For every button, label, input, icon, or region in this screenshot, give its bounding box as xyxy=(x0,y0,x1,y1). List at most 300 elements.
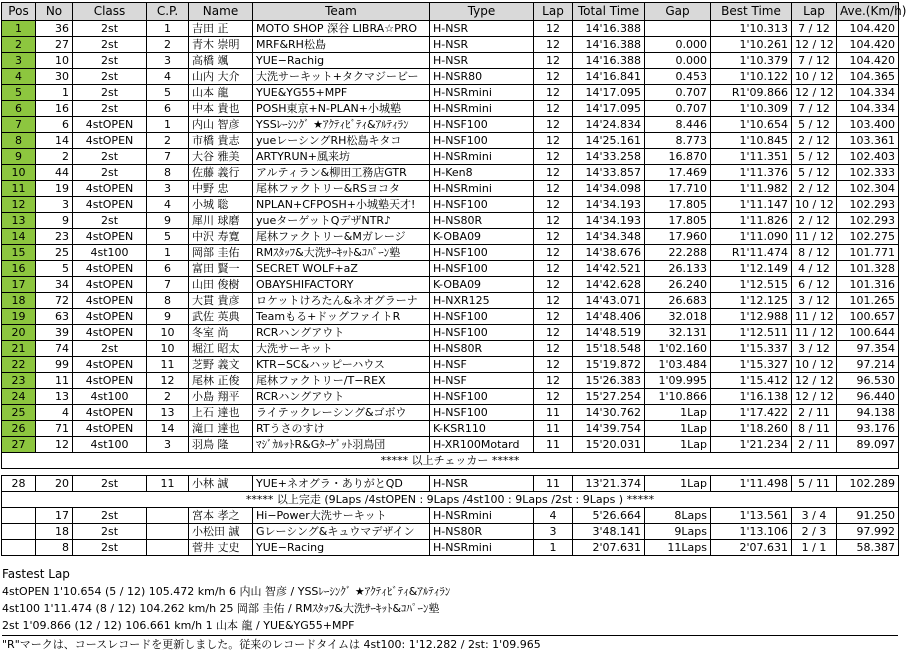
cell-pos: 5 xyxy=(2,85,36,101)
cell-best-lap: 10 / 12 xyxy=(792,69,837,85)
cell-team: Teamもる+ドッグファイトR xyxy=(253,309,430,325)
table-row xyxy=(2,389,899,405)
cell-no: 71 xyxy=(36,421,73,437)
cell-best-lap: 2 / 11 xyxy=(792,437,837,453)
cell-no: 17 xyxy=(36,508,73,524)
cell-best-time: 2'07.631 xyxy=(711,540,792,556)
cell-no: 11 xyxy=(36,373,73,389)
cell-name: 小松田 誠 xyxy=(189,524,253,540)
cell-team: アルティラン&柳田工務店GTR xyxy=(253,165,430,181)
cell-best-time: 1'13.106 xyxy=(711,524,792,540)
cell-total-time: 14'16.388 xyxy=(573,21,645,37)
col-lap: Lap xyxy=(534,3,573,21)
cell-gap: 0.000 xyxy=(645,53,711,69)
cell-pos: 9 xyxy=(2,149,36,165)
cell-lap: 12 xyxy=(534,229,573,245)
col-name: Name xyxy=(189,3,253,21)
cell-total-time: 14'30.762 xyxy=(573,405,645,421)
cell-best-time: 1'21.234 xyxy=(711,437,792,453)
cell-best-time: 1'10.122 xyxy=(711,69,792,85)
cell-pos xyxy=(2,540,36,556)
cell-total-time: 14'34.193 xyxy=(573,213,645,229)
cell-no: 20 xyxy=(36,476,73,492)
cell-pos: 20 xyxy=(2,325,36,341)
cell-best-lap: 10 / 12 xyxy=(792,357,837,373)
row-spacer-cell xyxy=(2,469,899,476)
cell-pos xyxy=(2,524,36,540)
table-row xyxy=(2,309,899,325)
checker-note-row xyxy=(2,453,899,469)
cell-cp: 10 xyxy=(147,341,189,357)
table-row xyxy=(2,37,899,53)
cell-class: 4st100 xyxy=(73,245,147,261)
table-row xyxy=(2,181,899,197)
cell-total-time: 14'16.388 xyxy=(573,37,645,53)
cell-total-time: 14'42.521 xyxy=(573,261,645,277)
cell-team: RCRハングアウト xyxy=(253,325,430,341)
col-gap: Gap xyxy=(645,3,711,21)
cell-team: POSH東京+N-PLAN+小城塾 xyxy=(253,101,430,117)
cell-best-time: 1'10.313 xyxy=(711,21,792,37)
cell-average-speed: 102.293 xyxy=(837,213,899,229)
cell-name: 中沢 寿寛 xyxy=(189,229,253,245)
cell-total-time: 14'48.519 xyxy=(573,325,645,341)
cell-no: 72 xyxy=(36,293,73,309)
fastest-lap-4stopen: 4stOPEN 1'10.654 (5 / 12) 105.472 km/h 6 内山 智彦 / YSSﾚｰｼﾝｸﾞ ★ｱｸﾃｨﾋﾞﾃｨ&ｱﾙﾃｨﾗﾝ xyxy=(2,585,451,598)
col-pos: Pos xyxy=(2,3,36,21)
cell-team: 尾林ファクトリー&Mガレージ xyxy=(253,229,430,245)
cell-no: 74 xyxy=(36,341,73,357)
cell-total-time: 14'33.857 xyxy=(573,165,645,181)
cell-best-time: 1'11.090 xyxy=(711,229,792,245)
cell-gap: 8.773 xyxy=(645,133,711,149)
cell-no: 39 xyxy=(36,325,73,341)
cell-lap: 11 xyxy=(534,405,573,421)
cell-best-lap: 7 / 12 xyxy=(792,101,837,117)
cell-cp: 11 xyxy=(147,357,189,373)
table-row xyxy=(2,476,899,492)
cell-lap: 12 xyxy=(534,357,573,373)
cell-best-lap: 11 / 12 xyxy=(792,229,837,245)
col-class: Class xyxy=(73,3,147,21)
fastest-lap-4st100: 4st100 1'11.474 (8 / 12) 104.262 km/h 25 岡部 圭佑 / RMｽﾀｯﾌ&大洗ｻｰｷｯﾄ&ｺﾊﾟｰﾝ塾 xyxy=(2,602,440,615)
table-row xyxy=(2,261,899,277)
cell-best-lap: 5 / 12 xyxy=(792,149,837,165)
cell-name: 小林 誠 xyxy=(189,476,253,492)
cell-cp: 7 xyxy=(147,149,189,165)
cell-type: H-NSF100 xyxy=(430,245,534,261)
cell-best-lap: 1 / 1 xyxy=(792,540,837,556)
table-row xyxy=(2,373,899,389)
cell-lap: 12 xyxy=(534,197,573,213)
cell-gap: 11Laps xyxy=(645,540,711,556)
table-row xyxy=(2,540,899,556)
cell-team: ﾏｼﾞｶﾙｯﾄR&Gﾀｰｹﾞｯﾄ羽鳥団 xyxy=(253,437,430,453)
cell-cp: 4 xyxy=(147,197,189,213)
cell-average-speed: 104.420 xyxy=(837,37,899,53)
cell-gap: 1Lap xyxy=(645,437,711,453)
cell-name: 小島 翔平 xyxy=(189,389,253,405)
cell-lap: 12 xyxy=(534,325,573,341)
cell-team: NPLAN+CFPOSH+小城塾天才! xyxy=(253,197,430,213)
cell-average-speed: 102.403 xyxy=(837,149,899,165)
cell-type: H-NSF100 xyxy=(430,261,534,277)
cell-name: 小城 聡 xyxy=(189,197,253,213)
cell-class: 4st100 xyxy=(73,437,147,453)
cell-average-speed: 97.354 xyxy=(837,341,899,357)
cell-class: 4stOPEN xyxy=(73,229,147,245)
cell-class: 4stOPEN xyxy=(73,293,147,309)
table-row xyxy=(2,421,899,437)
cell-type: H-NSRmini xyxy=(430,149,534,165)
cell-total-time: 14'43.071 xyxy=(573,293,645,309)
cell-name: 芝野 義文 xyxy=(189,357,253,373)
cell-lap: 12 xyxy=(534,373,573,389)
cell-average-speed: 103.361 xyxy=(837,133,899,149)
cell-name: 中野 忠 xyxy=(189,181,253,197)
cell-best-time: 1'18.260 xyxy=(711,421,792,437)
cell-best-time: 1'10.654 xyxy=(711,117,792,133)
cell-type: H-NXR125 xyxy=(430,293,534,309)
cell-gap: 26.683 xyxy=(645,293,711,309)
cell-class: 2st xyxy=(73,101,147,117)
cell-total-time: 14'17.095 xyxy=(573,101,645,117)
cell-cp: 8 xyxy=(147,165,189,181)
cell-cp: 3 xyxy=(147,181,189,197)
cell-best-lap: 2 / 12 xyxy=(792,213,837,229)
cell-name: 武佐 英典 xyxy=(189,309,253,325)
cell-total-time: 5'26.664 xyxy=(573,508,645,524)
col-type: Type xyxy=(430,3,534,21)
cell-best-time: 1'10.845 xyxy=(711,133,792,149)
cell-gap: 1Lap xyxy=(645,405,711,421)
cell-pos: 13 xyxy=(2,213,36,229)
cell-team: ARTYRUN+風来坊 xyxy=(253,149,430,165)
cell-average-speed: 91.250 xyxy=(837,508,899,524)
cell-name: 青木 崇明 xyxy=(189,37,253,53)
table-row xyxy=(2,165,899,181)
cell-average-speed: 89.097 xyxy=(837,437,899,453)
cell-class: 4stOPEN xyxy=(73,261,147,277)
col-average-speed: Ave.(Km/h) xyxy=(837,3,899,21)
cell-type: H-XR100Motard xyxy=(430,437,534,453)
table-row xyxy=(2,197,899,213)
cell-name: 尾林 正俊 xyxy=(189,373,253,389)
cell-average-speed: 97.992 xyxy=(837,524,899,540)
cell-best-time: R1'11.474 xyxy=(711,245,792,261)
cell-class: 2st xyxy=(73,149,147,165)
col-total-time: Total Time xyxy=(573,3,645,21)
cell-pos: 14 xyxy=(2,229,36,245)
cell-average-speed: 94.138 xyxy=(837,405,899,421)
cell-best-lap: 12 / 12 xyxy=(792,373,837,389)
cell-pos: 24 xyxy=(2,389,36,405)
cell-cp: 2 xyxy=(147,37,189,53)
cell-class: 4st100 xyxy=(73,389,147,405)
cell-best-time: 1'12.511 xyxy=(711,325,792,341)
cell-lap: 12 xyxy=(534,293,573,309)
table-row xyxy=(2,85,899,101)
cell-gap: 1Lap xyxy=(645,421,711,437)
cell-total-time: 14'33.258 xyxy=(573,149,645,165)
cell-gap: 1'03.484 xyxy=(645,357,711,373)
cell-type: H-NS80R xyxy=(430,524,534,540)
cell-average-speed: 101.771 xyxy=(837,245,899,261)
cell-cp: 2 xyxy=(147,389,189,405)
cell-total-time: 14'24.834 xyxy=(573,117,645,133)
cell-name: 堀江 昭太 xyxy=(189,341,253,357)
cell-team: RTうさのすけ xyxy=(253,421,430,437)
cell-pos: 19 xyxy=(2,309,36,325)
cell-class: 2st xyxy=(73,85,147,101)
fastest-lap-2st: 2st 1'09.866 (12 / 12) 106.661 km/h 1 山本 龍 / YUE&YG55+MPF xyxy=(2,619,355,632)
cell-class: 2st xyxy=(73,476,147,492)
table-row xyxy=(2,341,899,357)
table-row xyxy=(2,293,899,309)
cell-cp: 11 xyxy=(147,476,189,492)
cell-type: H-NSR xyxy=(430,21,534,37)
cell-best-lap: 6 / 12 xyxy=(792,277,837,293)
cell-average-speed: 104.420 xyxy=(837,53,899,69)
cell-best-time: 1'17.422 xyxy=(711,405,792,421)
cell-type: H-NSRmini xyxy=(430,508,534,524)
cell-team: yueターゲットQデザNTR♪ xyxy=(253,213,430,229)
cell-team: YUE&YG55+MPF xyxy=(253,85,430,101)
cell-best-time: 1'11.351 xyxy=(711,149,792,165)
cell-best-lap: 2 / 3 xyxy=(792,524,837,540)
cell-average-speed: 101.316 xyxy=(837,277,899,293)
cell-name: 山田 俊樹 xyxy=(189,277,253,293)
cell-pos: 18 xyxy=(2,293,36,309)
fastest-lap-title: Fastest Lap xyxy=(2,567,70,581)
cell-gap: 17.469 xyxy=(645,165,711,181)
cell-lap: 12 xyxy=(534,101,573,117)
cell-class: 2st xyxy=(73,21,147,37)
cell-team: MRF&RH松島 xyxy=(253,37,430,53)
cell-cp: 5 xyxy=(147,229,189,245)
cell-no: 99 xyxy=(36,357,73,373)
cell-average-speed: 101.328 xyxy=(837,261,899,277)
cell-average-speed: 102.275 xyxy=(837,229,899,245)
cell-lap: 12 xyxy=(534,213,573,229)
cell-no: 27 xyxy=(36,37,73,53)
cell-total-time: 14'25.161 xyxy=(573,133,645,149)
cell-total-time: 15'18.548 xyxy=(573,341,645,357)
cell-no: 4 xyxy=(36,405,73,421)
cell-best-lap: 3 / 12 xyxy=(792,341,837,357)
cell-total-time: 3'48.141 xyxy=(573,524,645,540)
cell-best-time: R1'09.866 xyxy=(711,85,792,101)
cell-team: 大洗サーキット+タクマジービー xyxy=(253,69,430,85)
table-row xyxy=(2,524,899,540)
cell-name: 佐藤 義行 xyxy=(189,165,253,181)
cell-cp: 14 xyxy=(147,421,189,437)
cell-type: H-NSF100 xyxy=(430,117,534,133)
cell-average-speed: 102.304 xyxy=(837,181,899,197)
cell-no: 5 xyxy=(36,261,73,277)
cell-total-time: 14'34.193 xyxy=(573,197,645,213)
cell-best-time: 1'12.988 xyxy=(711,309,792,325)
cell-no: 23 xyxy=(36,229,73,245)
cell-pos: 21 xyxy=(2,341,36,357)
cell-total-time: 15'27.254 xyxy=(573,389,645,405)
cell-type: H-NSRmini xyxy=(430,85,534,101)
cell-pos: 17 xyxy=(2,277,36,293)
cell-type: H-NS80R xyxy=(430,341,534,357)
cell-lap: 12 xyxy=(534,149,573,165)
cell-type: H-NSR xyxy=(430,37,534,53)
cell-gap: 17.805 xyxy=(645,197,711,213)
cell-team: Hi−Power大洗サーキット xyxy=(253,508,430,524)
cell-best-lap: 2 / 12 xyxy=(792,133,837,149)
cell-type: H-NSF100 xyxy=(430,197,534,213)
cell-no: 16 xyxy=(36,101,73,117)
table-row xyxy=(2,133,899,149)
cell-best-time: 1'10.379 xyxy=(711,53,792,69)
cell-class: 2st xyxy=(73,53,147,69)
cell-type: H-NSF xyxy=(430,357,534,373)
cell-class: 2st xyxy=(73,213,147,229)
cell-no: 1 xyxy=(36,85,73,101)
cell-class: 2st xyxy=(73,341,147,357)
cell-cp: 3 xyxy=(147,437,189,453)
cell-gap: 17.710 xyxy=(645,181,711,197)
cell-gap: 17.960 xyxy=(645,229,711,245)
cell-class: 2st xyxy=(73,165,147,181)
cell-name: 山内 大介 xyxy=(189,69,253,85)
cell-best-lap: 8 / 12 xyxy=(792,245,837,261)
cell-type: H-NSRmini xyxy=(430,101,534,117)
cell-average-speed: 102.293 xyxy=(837,197,899,213)
cell-gap xyxy=(645,21,711,37)
col-cp: C.P. xyxy=(147,3,189,21)
cell-lap: 12 xyxy=(534,37,573,53)
cell-lap: 12 xyxy=(534,69,573,85)
cell-lap: 12 xyxy=(534,53,573,69)
cell-type: H-NSF100 xyxy=(430,389,534,405)
cell-cp: 1 xyxy=(147,117,189,133)
cell-total-time: 14'34.348 xyxy=(573,229,645,245)
cell-gap: 9Laps xyxy=(645,524,711,540)
cell-gap: 17.805 xyxy=(645,213,711,229)
cell-best-time: 1'16.138 xyxy=(711,389,792,405)
cell-pos: 10 xyxy=(2,165,36,181)
cell-name: 内山 智彦 xyxy=(189,117,253,133)
cell-type: H-NSF100 xyxy=(430,325,534,341)
cell-average-speed: 93.176 xyxy=(837,421,899,437)
cell-best-time: 1'11.147 xyxy=(711,197,792,213)
record-note: "R"マークは、コースレコードを更新しました。従来のレコードタイムは 4st100: 1'12.282 / 2st: 1'09.965 xyxy=(2,635,898,653)
cell-class: 2st xyxy=(73,540,147,556)
cell-type: H-NSF xyxy=(430,373,534,389)
table-row xyxy=(2,508,899,524)
cell-name: 滝口 達也 xyxy=(189,421,253,437)
cell-cp xyxy=(147,508,189,524)
cell-no: 9 xyxy=(36,213,73,229)
cell-team: KTR−SC&ハッピーハウス xyxy=(253,357,430,373)
cell-lap: 12 xyxy=(534,389,573,405)
cell-pos: 26 xyxy=(2,421,36,437)
cell-cp: 1 xyxy=(147,21,189,37)
cell-best-time: 1'11.498 xyxy=(711,476,792,492)
cell-average-speed: 100.644 xyxy=(837,325,899,341)
cell-lap: 11 xyxy=(534,476,573,492)
cell-total-time: 15'20.031 xyxy=(573,437,645,453)
cell-name: 羽鳥 隆 xyxy=(189,437,253,453)
cell-name: 大谷 雅美 xyxy=(189,149,253,165)
cell-no: 18 xyxy=(36,524,73,540)
cell-best-time: 1'12.515 xyxy=(711,277,792,293)
cell-name: 宮本 孝之 xyxy=(189,508,253,524)
cell-total-time: 14'16.841 xyxy=(573,69,645,85)
cell-lap: 12 xyxy=(534,117,573,133)
cell-team: ロケットけろたん&ネオグラーナ xyxy=(253,293,430,309)
cell-best-time: 1'15.337 xyxy=(711,341,792,357)
cell-best-lap: 2 / 11 xyxy=(792,405,837,421)
table-row xyxy=(2,325,899,341)
table-row xyxy=(2,437,899,453)
table-row xyxy=(2,21,899,37)
cell-team: yueレーシングRH松島キタコ xyxy=(253,133,430,149)
cell-average-speed: 58.387 xyxy=(837,540,899,556)
cell-no: 30 xyxy=(36,69,73,85)
cell-lap: 12 xyxy=(534,181,573,197)
cell-name: 上石 達也 xyxy=(189,405,253,421)
cell-pos: 25 xyxy=(2,405,36,421)
cell-type: H-NSR80 xyxy=(430,69,534,85)
cell-class: 4stOPEN xyxy=(73,309,147,325)
cell-name: 冬室 尚 xyxy=(189,325,253,341)
cell-total-time: 14'17.095 xyxy=(573,85,645,101)
cell-average-speed: 104.420 xyxy=(837,21,899,37)
cell-average-speed: 96.440 xyxy=(837,389,899,405)
cell-gap: 8Laps xyxy=(645,508,711,524)
cell-gap: 1'10.866 xyxy=(645,389,711,405)
cell-gap: 26.240 xyxy=(645,277,711,293)
cell-best-lap: 7 / 12 xyxy=(792,21,837,37)
cell-pos: 16 xyxy=(2,261,36,277)
table-row xyxy=(2,357,899,373)
cell-average-speed: 103.400 xyxy=(837,117,899,133)
cell-best-time: 1'15.327 xyxy=(711,357,792,373)
cell-total-time: 14'38.676 xyxy=(573,245,645,261)
cell-gap: 0.707 xyxy=(645,101,711,117)
cell-total-time: 14'48.406 xyxy=(573,309,645,325)
cell-gap: 32.131 xyxy=(645,325,711,341)
cell-name: 犀川 球磨 xyxy=(189,213,253,229)
cell-average-speed: 102.289 xyxy=(837,476,899,492)
cell-pos: 11 xyxy=(2,181,36,197)
table-row xyxy=(2,405,899,421)
cell-lap: 3 xyxy=(534,524,573,540)
table-row xyxy=(2,69,899,85)
cell-team: 大洗サーキット xyxy=(253,341,430,357)
cell-total-time: 14'39.754 xyxy=(573,421,645,437)
cell-type: H-NSR xyxy=(430,476,534,492)
cell-average-speed: 100.657 xyxy=(837,309,899,325)
cell-class: 2st xyxy=(73,508,147,524)
cell-no: 25 xyxy=(36,245,73,261)
cell-no: 6 xyxy=(36,117,73,133)
cell-pos: 2 xyxy=(2,37,36,53)
cell-name: 市橋 貴志 xyxy=(189,133,253,149)
cell-cp: 10 xyxy=(147,325,189,341)
cell-type: H-NSRmini xyxy=(430,181,534,197)
cell-pos: 23 xyxy=(2,373,36,389)
cell-class: 4stOPEN xyxy=(73,117,147,133)
cell-average-speed: 101.265 xyxy=(837,293,899,309)
cell-class: 2st xyxy=(73,37,147,53)
